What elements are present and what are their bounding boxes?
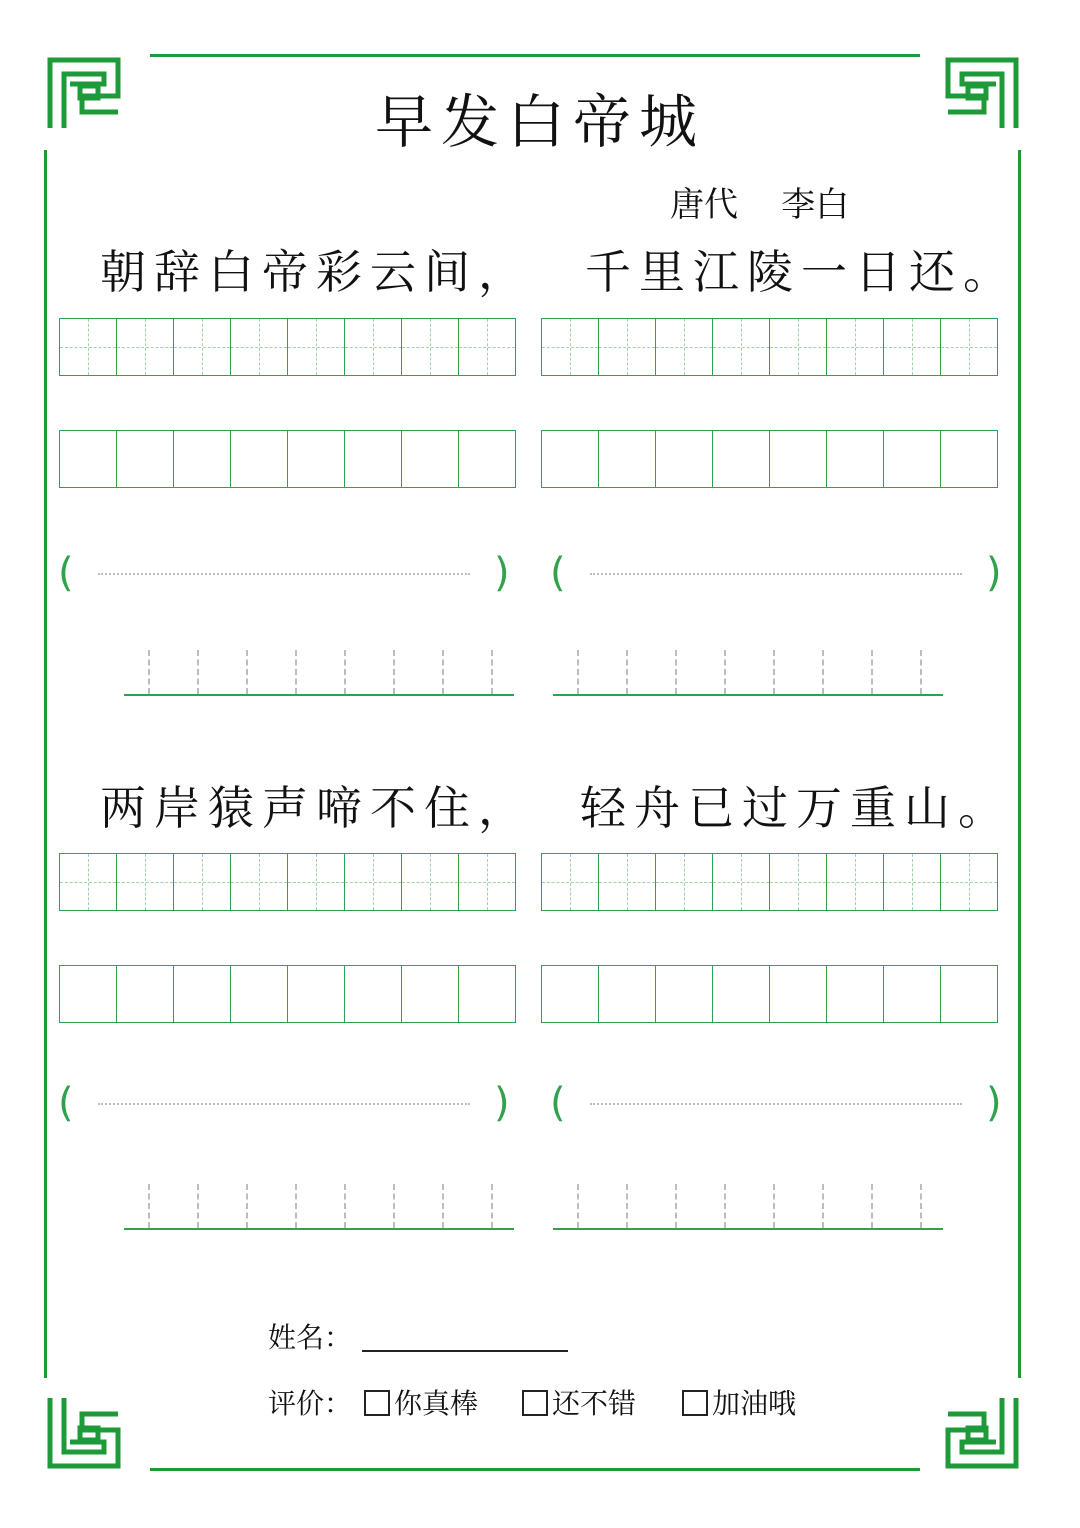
pinyin-divider (197, 1184, 199, 1228)
pinyin-divider (442, 1184, 444, 1228)
close-paren: ) (986, 550, 1002, 596)
pinyin-line-2-right[interactable] (553, 1180, 943, 1230)
open-paren: ( (550, 1080, 566, 1126)
box-grid-2-left[interactable] (59, 965, 515, 1023)
tian-grid-cell[interactable] (401, 853, 459, 911)
box-grid-cell[interactable] (655, 965, 713, 1023)
tian-grid-cell[interactable] (116, 853, 174, 911)
pinyin-divider (626, 1184, 628, 1228)
tian-grid-cell[interactable] (655, 318, 713, 376)
close-paren: ) (494, 1080, 510, 1126)
pinyin-baseline (553, 694, 943, 696)
poem-author: 唐代 李白 (670, 185, 850, 225)
box-grid-cell[interactable] (883, 965, 941, 1023)
tian-grid-cell[interactable] (712, 318, 770, 376)
box-grid-cell[interactable] (712, 965, 770, 1023)
open-paren: ( (58, 1080, 74, 1126)
pinyin-divider (577, 1184, 579, 1228)
box-grid-cell[interactable] (401, 965, 459, 1023)
box-grid-cell[interactable] (287, 430, 345, 488)
verse-line-2-right: 轻舟已过万重山。 (580, 781, 1012, 835)
box-grid-1-left[interactable] (59, 430, 515, 488)
tian-grid-1-right[interactable] (541, 318, 997, 376)
box-grid-cell[interactable] (826, 430, 884, 488)
checkbox[interactable] (522, 1390, 548, 1416)
checkbox[interactable] (364, 1390, 390, 1416)
pinyin-divider (197, 650, 199, 694)
open-paren: ( (58, 550, 74, 596)
tian-grid-2-left[interactable] (59, 853, 515, 911)
tian-grid-cell[interactable] (940, 318, 998, 376)
box-grid-cell[interactable] (598, 965, 656, 1023)
tian-grid-cell[interactable] (712, 853, 770, 911)
pinyin-line-1-left[interactable] (124, 646, 514, 696)
box-grid-1-right[interactable] (541, 430, 997, 488)
box-grid-cell[interactable] (230, 965, 288, 1023)
pinyin-divider (295, 1184, 297, 1228)
pinyin-line-1-right[interactable] (553, 646, 943, 696)
pinyin-divider (148, 1184, 150, 1228)
tian-grid-cell[interactable] (541, 853, 599, 911)
bottom-border (150, 1468, 920, 1471)
pinyin-divider (344, 1184, 346, 1228)
pinyin-baseline (553, 1228, 943, 1230)
pinyin-divider (724, 650, 726, 694)
box-grid-cell[interactable] (116, 965, 174, 1023)
name-label: 姓名： (268, 1321, 353, 1354)
eval-option-label: 加油哦 (712, 1387, 797, 1420)
box-grid-cell[interactable] (883, 430, 941, 488)
box-grid-cell[interactable] (59, 965, 117, 1023)
verse-line-2-left: 两岸猿声啼不住， (100, 781, 532, 835)
tian-grid-cell[interactable] (173, 853, 231, 911)
pinyin-baseline (124, 1228, 514, 1230)
tian-grid-cell[interactable] (287, 853, 345, 911)
tian-grid-cell[interactable] (401, 318, 459, 376)
pinyin-divider (393, 650, 395, 694)
box-grid-cell[interactable] (59, 430, 117, 488)
pinyin-divider (148, 650, 150, 694)
left-border (44, 150, 47, 1378)
box-grid-cell[interactable] (940, 965, 998, 1023)
pinyin-divider (577, 650, 579, 694)
eval-option-1[interactable] (364, 1384, 478, 1424)
box-grid-cell[interactable] (712, 430, 770, 488)
box-grid-cell[interactable] (287, 965, 345, 1023)
verse-line-1-left: 朝辞白帝彩云间， (100, 245, 532, 299)
pinyin-divider (295, 650, 297, 694)
box-grid-cell[interactable] (541, 430, 599, 488)
pinyin-divider (773, 650, 775, 694)
tian-grid-2-right[interactable] (541, 853, 997, 911)
tian-grid-1-left[interactable] (59, 318, 515, 376)
pinyin-divider (920, 1184, 922, 1228)
pinyin-divider (822, 650, 824, 694)
box-grid-cell[interactable] (173, 430, 231, 488)
tian-grid-cell[interactable] (769, 318, 827, 376)
box-grid-cell[interactable] (173, 965, 231, 1023)
box-grid-cell[interactable] (401, 430, 459, 488)
tian-grid-cell[interactable] (458, 318, 516, 376)
box-grid-cell[interactable] (116, 430, 174, 488)
checkbox[interactable] (682, 1390, 708, 1416)
box-grid-cell[interactable] (655, 430, 713, 488)
answer-line[interactable] (98, 1103, 470, 1105)
tian-grid-cell[interactable] (458, 853, 516, 911)
pinyin-baseline (124, 694, 514, 696)
verse-line-1-right: 千里江陵一日还。 (585, 245, 1017, 299)
pinyin-divider (675, 650, 677, 694)
box-grid-2-right[interactable] (541, 965, 997, 1023)
tian-grid-cell[interactable] (173, 318, 231, 376)
eval-option-2[interactable] (522, 1384, 636, 1424)
poem-title: 早发白帝城 (374, 88, 705, 156)
pinyin-divider (393, 1184, 395, 1228)
pinyin-divider (871, 650, 873, 694)
box-grid-cell[interactable] (458, 430, 516, 488)
box-grid-cell[interactable] (541, 965, 599, 1023)
pinyin-divider (675, 1184, 677, 1228)
tian-grid-cell[interactable] (541, 318, 599, 376)
corner-ornament-bottom-left (46, 1394, 122, 1470)
answer-line[interactable] (98, 573, 470, 575)
box-grid-cell[interactable] (230, 430, 288, 488)
right-border (1018, 150, 1021, 1378)
name-field[interactable] (362, 1350, 568, 1352)
pinyin-divider (442, 650, 444, 694)
tian-grid-cell[interactable] (826, 853, 884, 911)
box-grid-cell[interactable] (598, 430, 656, 488)
pinyin-divider (246, 1184, 248, 1228)
tian-grid-cell[interactable] (344, 318, 402, 376)
top-border (150, 54, 920, 57)
tian-grid-cell[interactable] (883, 853, 941, 911)
pinyin-divider (246, 650, 248, 694)
tian-grid-cell[interactable] (344, 853, 402, 911)
eval-option-label: 还不错 (552, 1387, 637, 1420)
box-grid-cell[interactable] (940, 430, 998, 488)
box-grid-cell[interactable] (826, 965, 884, 1023)
eval-option-3[interactable] (682, 1384, 796, 1424)
eval-option-label: 你真棒 (394, 1387, 479, 1420)
eval-label: 评价： (268, 1387, 353, 1420)
open-paren: ( (550, 550, 566, 596)
pinyin-divider (822, 1184, 824, 1228)
box-grid-cell[interactable] (458, 965, 516, 1023)
tian-grid-cell[interactable] (883, 318, 941, 376)
box-grid-cell[interactable] (769, 965, 827, 1023)
answer-line[interactable] (590, 1103, 962, 1105)
box-grid-cell[interactable] (344, 430, 402, 488)
pinyin-divider (344, 650, 346, 694)
box-grid-cell[interactable] (344, 965, 402, 1023)
pinyin-divider (626, 650, 628, 694)
tian-grid-cell[interactable] (287, 318, 345, 376)
pinyin-divider (773, 1184, 775, 1228)
pinyin-line-2-left[interactable] (124, 1180, 514, 1230)
corner-ornament-bottom-right (944, 1394, 1020, 1470)
box-grid-cell[interactable] (769, 430, 827, 488)
answer-line[interactable] (590, 573, 962, 575)
tian-grid-cell[interactable] (59, 318, 117, 376)
pinyin-divider (871, 1184, 873, 1228)
tian-grid-cell[interactable] (826, 318, 884, 376)
pinyin-divider (724, 1184, 726, 1228)
tian-grid-cell[interactable] (655, 853, 713, 911)
tian-grid-cell[interactable] (59, 853, 117, 911)
tian-grid-cell[interactable] (598, 853, 656, 911)
tian-grid-cell[interactable] (116, 318, 174, 376)
tian-grid-cell[interactable] (769, 853, 827, 911)
tian-grid-cell[interactable] (940, 853, 998, 911)
tian-grid-cell[interactable] (598, 318, 656, 376)
pinyin-divider (491, 650, 493, 694)
pinyin-divider (920, 650, 922, 694)
close-paren: ) (986, 1080, 1002, 1126)
tian-grid-cell[interactable] (230, 853, 288, 911)
close-paren: ) (494, 550, 510, 596)
tian-grid-cell[interactable] (230, 318, 288, 376)
pinyin-divider (491, 1184, 493, 1228)
